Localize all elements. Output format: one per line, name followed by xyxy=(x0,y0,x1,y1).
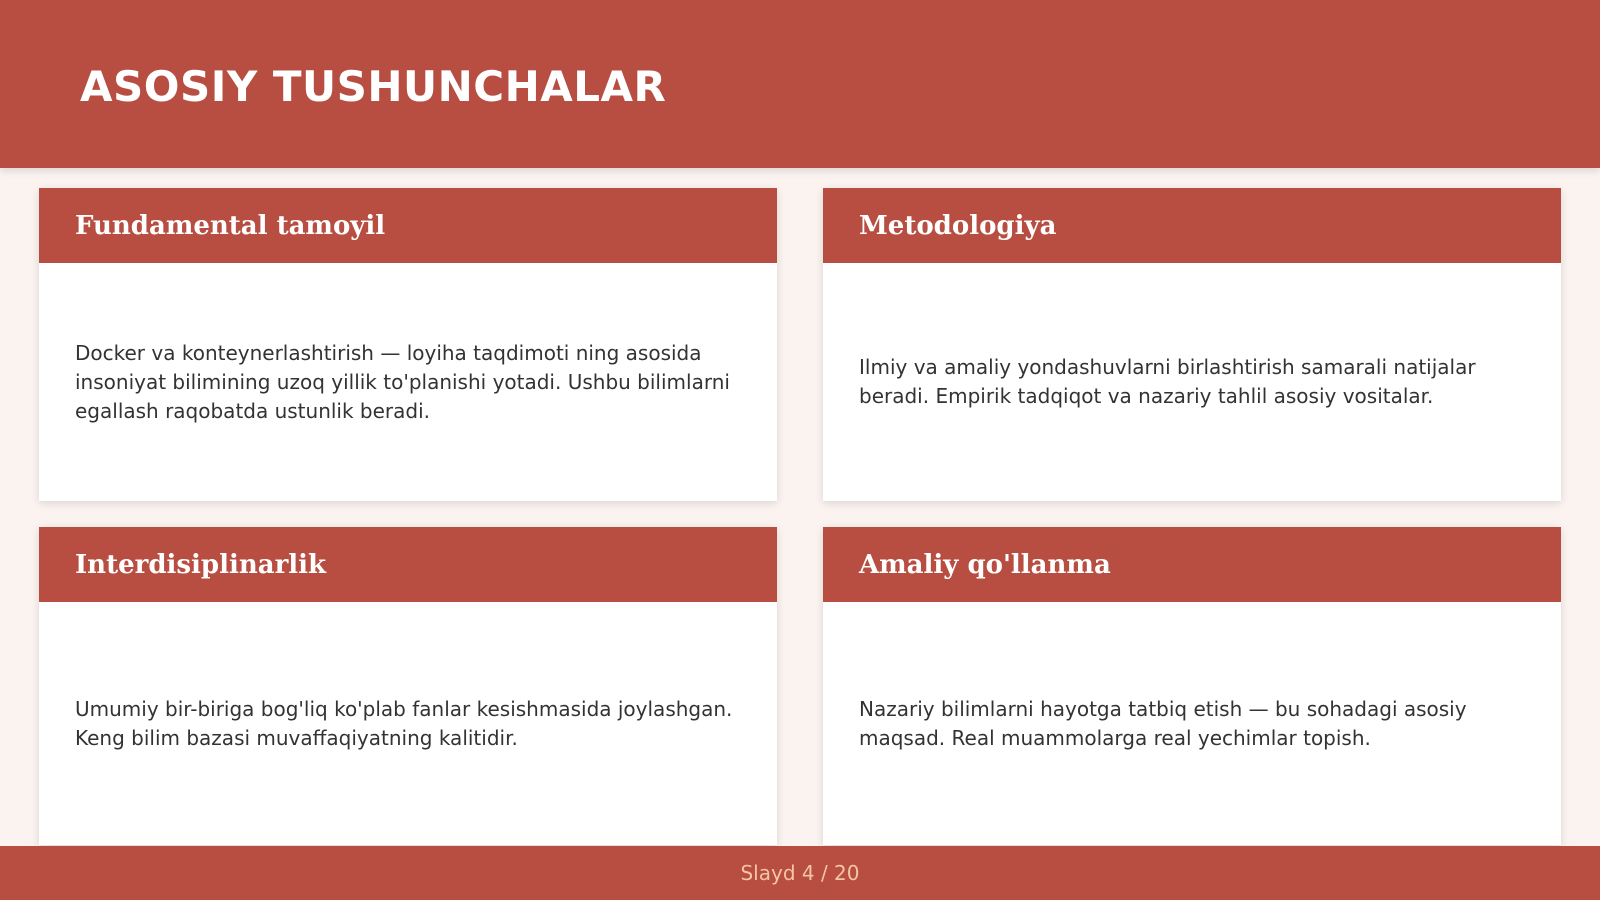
concept-card-interdisciplinary xyxy=(39,527,777,845)
concept-card-practical xyxy=(823,527,1561,845)
slide-header xyxy=(0,0,1600,168)
card-title: Interdisiplinarlik xyxy=(75,549,327,580)
card-body xyxy=(823,263,1561,501)
card-text: Umumiy bir-biriga bog'liq ko'plab fanlar kesishmasida joylashgan. Keng bilim bazasi muvaffaqiyatning kalitidir. xyxy=(75,696,733,750)
card-text: Docker va konteynerlashtirish — loyiha taqdimoti ning asosida insoniyat bilimining uzoq yillik to'planishi yotadi. Ushbu bilimlarni egallash raqobatda ustunlik beradi. xyxy=(75,340,730,423)
card-title: Metodologiya xyxy=(859,210,1057,241)
card-body xyxy=(39,263,777,501)
card-header xyxy=(39,527,777,602)
card-title: Fundamental tamoyil xyxy=(75,210,386,241)
concept-card-methodology xyxy=(823,188,1561,501)
slide-footer xyxy=(0,846,1600,900)
card-header xyxy=(39,188,777,263)
card-text: Ilmiy va amaliy yondashuvlarni birlashtirish samarali natijalar beradi. Empirik tadqiqot va nazariy tahlil asosiy vositalar. xyxy=(859,355,1476,408)
card-header xyxy=(823,527,1561,602)
card-body xyxy=(39,602,777,845)
slide-counter: Slayd 4 / 20 xyxy=(740,861,860,885)
card-body xyxy=(823,602,1561,845)
card-title: Amaliy qo'llanma xyxy=(859,549,1111,580)
page-title: ASOSIY TUSHUNCHALAR xyxy=(80,62,667,111)
concept-card-fundamental xyxy=(39,188,777,501)
card-text: Nazariy bilimlarni hayotga tatbiq etish — bu sohadagi asosiy maqsad. Real muammolarga real yechimlar topish. xyxy=(859,696,1467,750)
card-header xyxy=(823,188,1561,263)
